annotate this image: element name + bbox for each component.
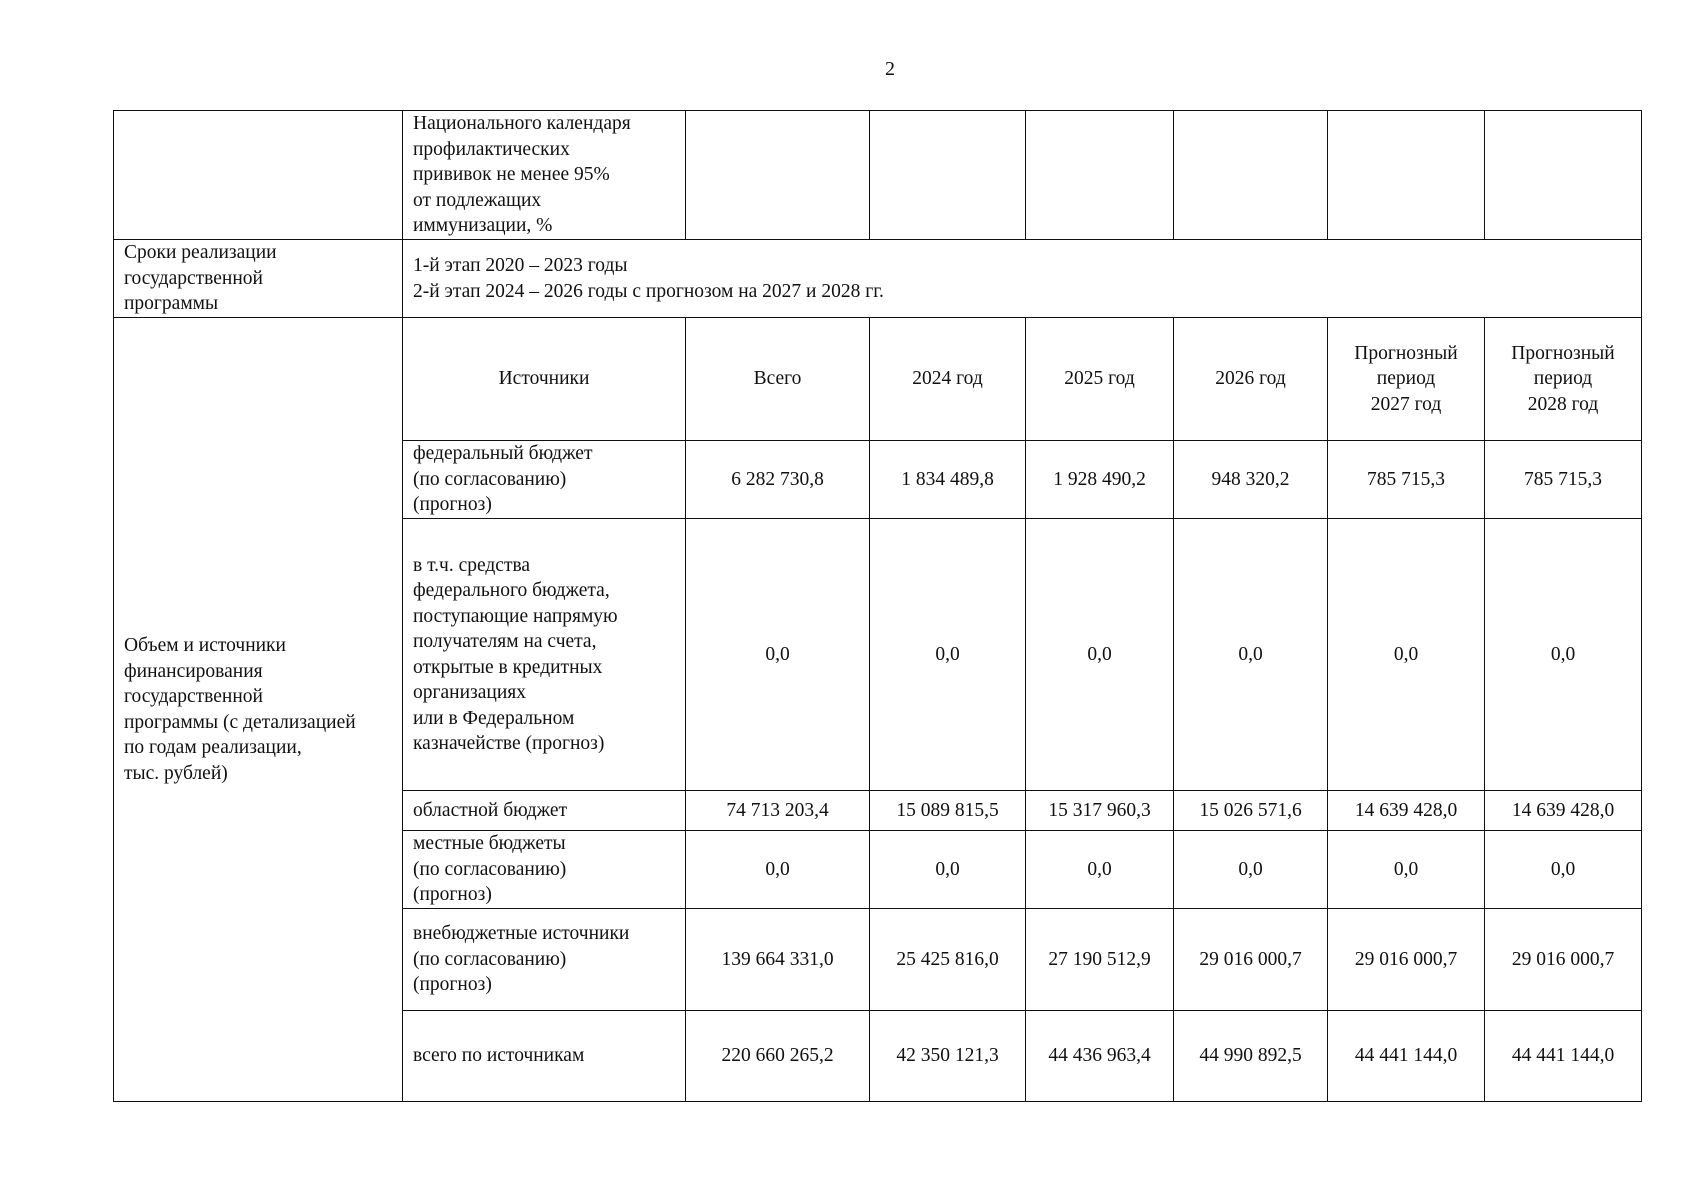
value-2026: 0,0 [1174, 519, 1328, 791]
indicator-text: Национального календаря профилактических прививок не менее 95% от подлежащих иммунизации, % [403, 111, 686, 240]
value-2026: 0,0 [1174, 831, 1328, 909]
value-2025: 0,0 [1026, 831, 1174, 909]
terms-value: 1-й этап 2020 – 2023 годы 2-й этап 2024 – 2026 годы с прогнозом на 2027 и 2028 гг. [403, 240, 1642, 318]
value-2027: 14 639 428,0 [1328, 791, 1485, 831]
header-forecast-2027: Прогнозный период 2027 год [1328, 318, 1485, 441]
value-2028: 0,0 [1485, 519, 1642, 791]
source-name: местные бюджеты (по согласованию) (прогноз) [403, 831, 686, 909]
value-2028: 29 016 000,7 [1485, 909, 1642, 1011]
header-forecast-2028: Прогнозный период 2028 год [1485, 318, 1642, 441]
value-2028: 44 441 144,0 [1485, 1011, 1642, 1102]
page-number: 2 [885, 58, 895, 80]
value-2026: 44 990 892,5 [1174, 1011, 1328, 1102]
value-total: 6 282 730,8 [686, 441, 870, 519]
value-2028: 785 715,3 [1485, 441, 1642, 519]
header-2026: 2026 год [1174, 318, 1328, 441]
header-2025: 2025 год [1026, 318, 1174, 441]
value-2024: 1 834 489,8 [870, 441, 1026, 519]
value-total: 0,0 [686, 519, 870, 791]
value-2027: 0,0 [1328, 519, 1485, 791]
source-name: всего по источникам [403, 1011, 686, 1102]
value-2027: 29 016 000,7 [1328, 909, 1485, 1011]
value-2027: 44 441 144,0 [1328, 1011, 1485, 1102]
value-2026: 948 320,2 [1174, 441, 1328, 519]
source-name: областной бюджет [403, 791, 686, 831]
value-2024: 0,0 [870, 519, 1026, 791]
empty-cell [1026, 111, 1174, 240]
value-2025: 15 317 960,3 [1026, 791, 1174, 831]
empty-cell [1328, 111, 1485, 240]
header-sources: Источники [403, 318, 686, 441]
value-total: 74 713 203,4 [686, 791, 870, 831]
value-2024: 25 425 816,0 [870, 909, 1026, 1011]
value-total: 220 660 265,2 [686, 1011, 870, 1102]
value-2025: 44 436 963,4 [1026, 1011, 1174, 1102]
financing-label: Объем и источники финансирования государственной программы (с детализацией по годам реализации, тыс. рублей) [114, 318, 403, 1102]
value-2024: 42 350 121,3 [870, 1011, 1026, 1102]
empty-label-cell [114, 111, 403, 240]
empty-cell [1174, 111, 1328, 240]
header-2024: 2024 год [870, 318, 1026, 441]
value-2025: 27 190 512,9 [1026, 909, 1174, 1011]
terms-row [114, 240, 1642, 318]
value-2028: 0,0 [1485, 831, 1642, 909]
empty-cell [870, 111, 1026, 240]
value-2024: 15 089 815,5 [870, 791, 1026, 831]
value-total: 0,0 [686, 831, 870, 909]
header-total: Всего [686, 318, 870, 441]
value-2027: 785 715,3 [1328, 441, 1485, 519]
empty-cell [686, 111, 870, 240]
value-2028: 14 639 428,0 [1485, 791, 1642, 831]
terms-label: Сроки реализации государственной программы [114, 240, 403, 318]
source-name: федеральный бюджет (по согласованию) (прогноз) [403, 441, 686, 519]
financing-header-row [114, 318, 1642, 441]
value-2024: 0,0 [870, 831, 1026, 909]
program-passport-table [113, 110, 1642, 1102]
value-2025: 0,0 [1026, 519, 1174, 791]
value-2026: 15 026 571,6 [1174, 791, 1328, 831]
value-total: 139 664 331,0 [686, 909, 870, 1011]
value-2027: 0,0 [1328, 831, 1485, 909]
source-name: внебюджетные источники (по согласованию) (прогноз) [403, 909, 686, 1011]
value-2026: 29 016 000,7 [1174, 909, 1328, 1011]
value-2025: 1 928 490,2 [1026, 441, 1174, 519]
empty-cell [1485, 111, 1642, 240]
source-name: в т.ч. средства федерального бюджета, поступающие напрямую получателям на счета, открытые в кредитных организациях или в Федеральном казначействе (прогноз) [403, 519, 686, 791]
indicator-continuation-row [114, 111, 1642, 240]
